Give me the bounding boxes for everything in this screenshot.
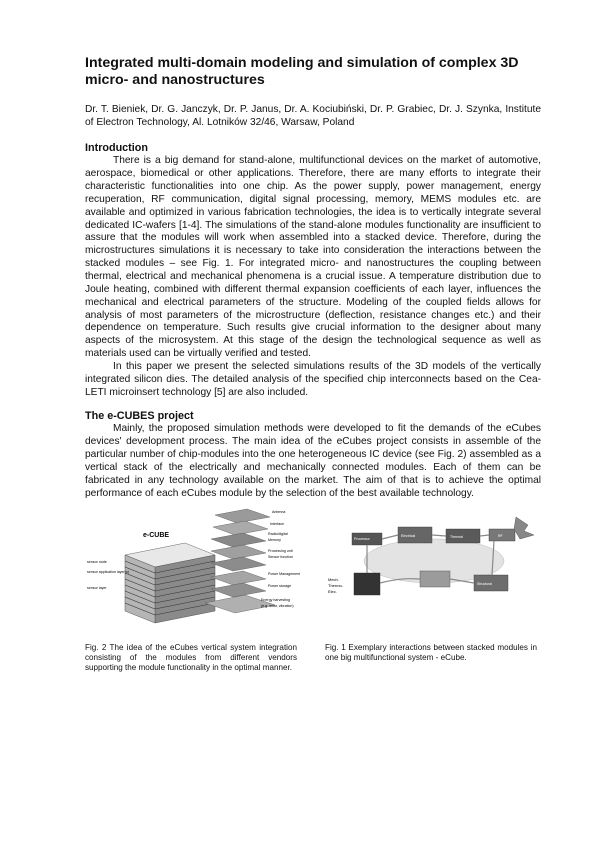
side-label-3: sensor layer xyxy=(87,585,107,590)
ecube-stack-figure xyxy=(85,505,300,641)
node-thermo xyxy=(420,571,450,587)
cube-label: e-CUBE xyxy=(143,531,170,539)
paper-page xyxy=(85,55,541,693)
layer-label-antenna: Antenna xyxy=(272,509,286,514)
layer-label-memory: Memory xyxy=(268,537,281,542)
section-heading-ecubes: The e-CUBES project xyxy=(85,410,194,423)
layer-label-energy-sub: (e.g. solar, vibration) xyxy=(261,603,294,608)
intro-paragraph-2: In this paper we present the selected simulations results of the 3D models of the vertically integrated silicon dies. The detailed analysis of the specified chip interconnects based on the Cea-LETI microinsert technology [5] are also included. xyxy=(85,360,541,398)
ecubes-paragraph-1: Mainly, the proposed simulation methods were developed to fit the demands of the eCubes devices' development process. The main idea of the eCubes project consists in assemble of the particular number of chip-modules into the one heterogeneous IC device (see Fig. 2) assembled as a vertical stack of the electrically and mechanically connected modules. Each of them can be fabricated in any technology available on the market. The aim of that is to achieve the optimal performance of each eCubes module by the selection of the best available technology. xyxy=(85,423,541,499)
layer-label-power-storage: Power storage xyxy=(268,583,292,588)
label-processor: Processor xyxy=(354,536,370,541)
layer-label-processing: Processing unit xyxy=(268,548,293,553)
label-electrical: Electrical xyxy=(401,533,416,538)
figure-row xyxy=(85,505,541,643)
exploded-layers xyxy=(205,509,300,613)
label-mech: Mech. xyxy=(328,576,339,582)
interactions-diagram xyxy=(324,511,538,641)
label-thermal: Thermal xyxy=(450,534,463,539)
paper-title: Integrated multi-domain modeling and simulation of complex 3D micro- and nanostructures xyxy=(85,55,519,88)
label-structural: Structural xyxy=(477,581,492,586)
label-rf: RF xyxy=(498,533,503,538)
layer-label-radio: Radio/digital xyxy=(268,531,288,536)
cube-stack xyxy=(87,532,215,623)
section-heading-introduction: Introduction xyxy=(85,142,148,155)
figure-2-caption: Fig. 2 The idea of the eCubes vertical system integration consisting of the modules from different vendors supporting the module functionality in the optimal manner. xyxy=(85,642,297,672)
intro-paragraph-1: There is a big demand for stand-alone, multifunctional devices on the market of automotive, aerospace, biomedical or other applications. Therefore, there are many efforts to integrate their characteristic functionalities into one chip. As the power supply, power management, energy recuperation, RF communication, digital signal processing, memory, MEMS modules etc. are available and optimized in various fabrication technologies, the idea is to vertically integrate several dedicated IC-wafers [1-4]. The simulations of the stand-alone modules functionality are insufficient to assure that the modules will work when assembled into a stacked device. Therefore, during the microstructures simulations it is necessary to take into consideration the interactions between the stacked modules – see Fig. 1. For integrated micro- and nanostructures the coupling between thermal, electrical and mechanical phenomena is a crucial issue. A temperature distribution due to Joule heating, combined with different thermal expansion coefficients of each layer, influences the mechanical and electrical parameters of the structure. Modeling of the coupled fields allows for analysis of most parameters of the microstructure (deflection, resistance changes etc.) and their dependence on temperature. Such results give crucial information to the designer about many aspects of the microsystem. At this stage of the design the technological sequence as well as materials used can be virtually verified and tested. xyxy=(85,155,541,360)
side-label-2: sensor application layer(s) xyxy=(87,569,129,574)
layer-label-interface: Interface xyxy=(270,521,284,526)
layer-label-sensor: Sensor function xyxy=(268,554,293,559)
label-thermo: Thermo- xyxy=(328,582,344,588)
node-mech xyxy=(354,573,380,595)
author-list: Dr. T. Bieniek, Dr. G. Janczyk, Dr. P. Janus, Dr. A. Kociubiński, Dr. P. Grabiec, Dr. J. Szynka, Institute of Electron Technology, Al. Lotników 32/46, Warsaw, Poland xyxy=(85,104,541,129)
label-elec: Elec. xyxy=(328,588,337,594)
side-label-1: sensor node xyxy=(87,559,107,564)
figure-1-caption: Fig. 1 Exemplary interactions between stacked modules in one big multifunctional system - eCube. xyxy=(325,642,537,662)
caption-row xyxy=(85,643,541,693)
layer-label-energy: Energy harvesting xyxy=(261,597,290,602)
layer-label-power-mgmt: Power Management xyxy=(268,571,300,576)
